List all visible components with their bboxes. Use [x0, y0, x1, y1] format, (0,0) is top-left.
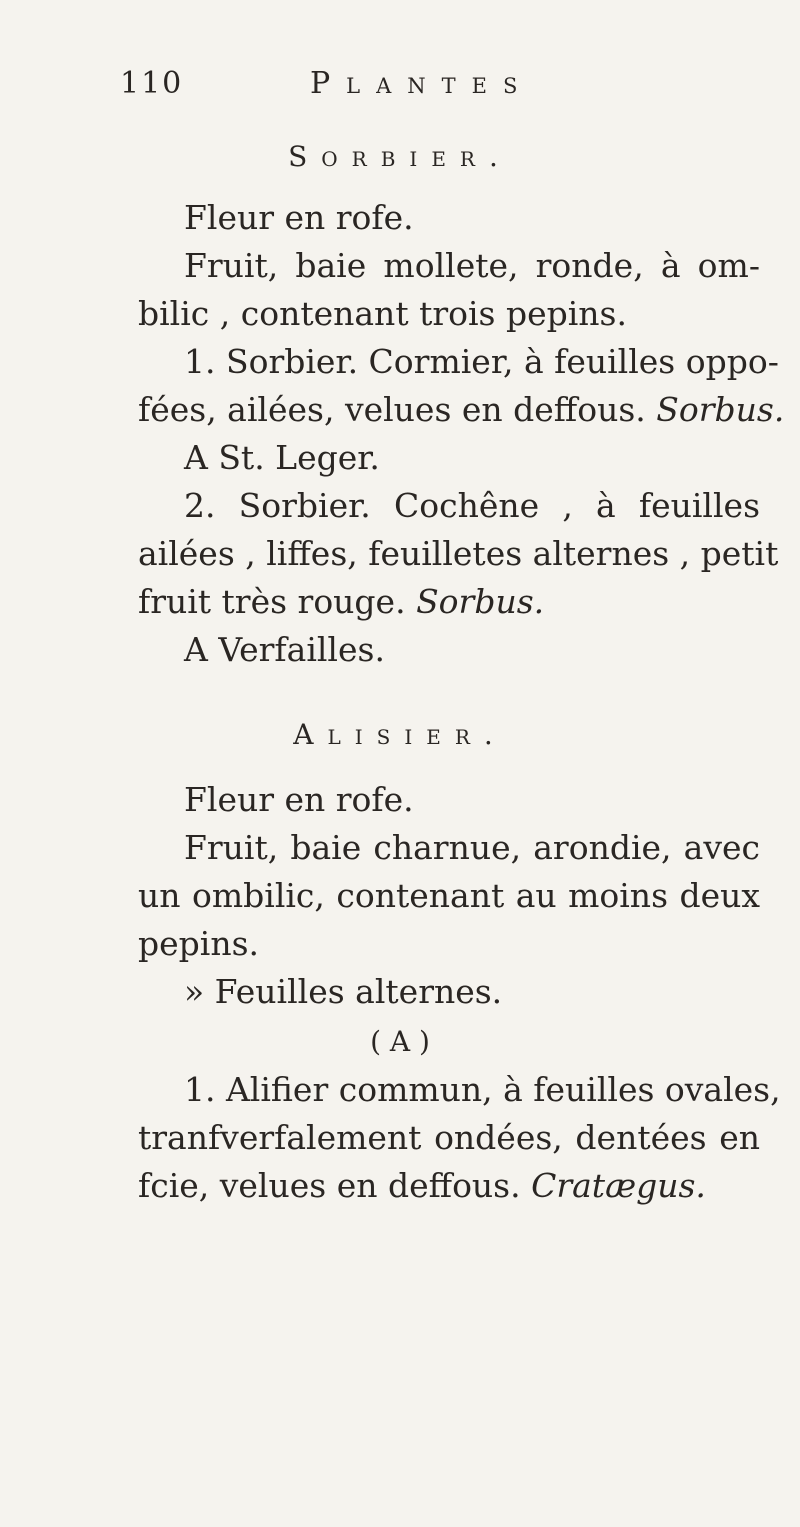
text-line	[138, 1166, 706, 1206]
running-title: Plantes	[310, 66, 534, 101]
marker-text: ( A )	[370, 1025, 430, 1058]
text-line: Fleur en rofe.	[184, 198, 414, 237]
section-title-sorbier: Sorbier.	[288, 140, 512, 173]
text-segment: fées, ailées, velues en deffous.	[138, 390, 657, 429]
subsection-marker	[0, 1022, 800, 1062]
text-line: » Feuilles alternes.	[184, 972, 503, 1011]
text-line: Fruit, baie charnue, arondie, avec	[184, 828, 760, 867]
text-line: 1. Alifier commun, à feuilles ovales,	[184, 1070, 781, 1109]
latin-name: Sorbus.	[656, 390, 785, 429]
text-line: pepins.	[138, 924, 260, 963]
section-title-alisier: Alisier.	[293, 718, 507, 751]
text-line: 2. Sorbier. Cochêne , à feuilles	[184, 486, 760, 525]
text-line: Fruit, baie mollete, ronde, à om-	[184, 246, 760, 285]
latin-name: Cratægus.	[531, 1166, 706, 1205]
text-line	[138, 390, 784, 430]
text-line: A St. Leger.	[184, 438, 380, 477]
text-line: Fleur en rofe.	[184, 780, 414, 819]
page-header	[120, 66, 640, 106]
text-line: A Verfailles.	[184, 630, 385, 669]
text-line: ailées , liffes, feuilletes alternes , petit	[138, 534, 779, 573]
page-number: 110	[120, 66, 184, 101]
text-line: bilic , contenant trois pepins.	[138, 294, 627, 333]
text-segment: fcie, velues en deffous.	[138, 1166, 532, 1205]
text-segment: fruit très rouge.	[138, 582, 417, 621]
text-line	[138, 582, 544, 622]
text-line: un ombilic, contenant au moins deux	[138, 876, 760, 915]
text-line: 1. Sorbier. Cormier, à feuilles oppo-	[184, 342, 779, 381]
latin-name: Sorbus.	[416, 582, 545, 621]
text-line: tranfverfalement ondées, dentées en	[138, 1118, 760, 1157]
